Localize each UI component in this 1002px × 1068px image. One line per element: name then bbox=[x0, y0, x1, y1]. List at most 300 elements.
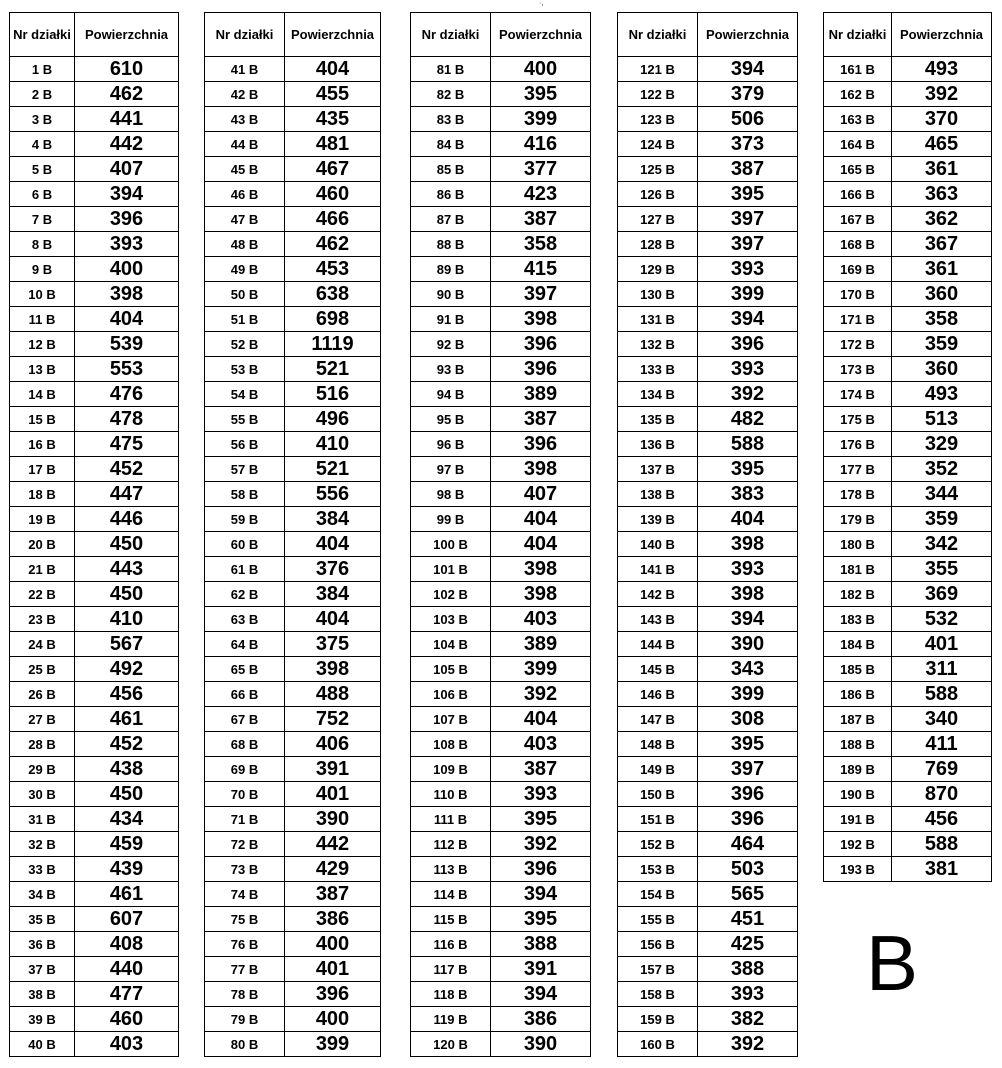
area-cell: 388 bbox=[698, 957, 798, 982]
area-cell: 461 bbox=[75, 707, 179, 732]
area-cell: 396 bbox=[698, 782, 798, 807]
plot-number-cell: 181 B bbox=[824, 557, 892, 582]
table-row bbox=[10, 707, 179, 732]
table-row bbox=[618, 432, 798, 457]
area-cell: 397 bbox=[698, 757, 798, 782]
plot-number-cell: 6 B bbox=[10, 182, 75, 207]
table-row bbox=[618, 1032, 798, 1057]
area-cell: 397 bbox=[698, 207, 798, 232]
table-row bbox=[411, 132, 591, 157]
area-cell: 394 bbox=[491, 982, 591, 1007]
table-row bbox=[10, 507, 179, 532]
table-row bbox=[10, 482, 179, 507]
table-row bbox=[10, 232, 179, 257]
table-row bbox=[205, 907, 381, 932]
area-cell: 434 bbox=[75, 807, 179, 832]
table-row bbox=[10, 107, 179, 132]
plot-number-cell: 129 B bbox=[618, 257, 698, 282]
plot-number-cell: 13 B bbox=[10, 357, 75, 382]
plot-number-cell: 114 B bbox=[411, 882, 491, 907]
plot-number-cell: 174 B bbox=[824, 382, 892, 407]
plot-number-cell: 147 B bbox=[618, 707, 698, 732]
plot-number-cell: 40 B bbox=[10, 1032, 75, 1057]
plot-number-cell: 84 B bbox=[411, 132, 491, 157]
area-cell: 460 bbox=[75, 1007, 179, 1032]
area-cell: 769 bbox=[892, 757, 992, 782]
header-area: Powierzchnia bbox=[892, 13, 992, 57]
area-cell: 553 bbox=[75, 357, 179, 382]
plot-number-cell: 34 B bbox=[10, 882, 75, 907]
area-cell: 361 bbox=[892, 157, 992, 182]
area-cell: 384 bbox=[285, 507, 381, 532]
area-cell: 488 bbox=[285, 682, 381, 707]
table-row bbox=[618, 382, 798, 407]
plot-number-cell: 7 B bbox=[10, 207, 75, 232]
table-row bbox=[205, 357, 381, 382]
area-cell: 456 bbox=[75, 682, 179, 707]
area-cell: 567 bbox=[75, 632, 179, 657]
plot-number-cell: 105 B bbox=[411, 657, 491, 682]
table-row bbox=[824, 57, 992, 82]
area-cell: 398 bbox=[491, 557, 591, 582]
area-cell: 450 bbox=[75, 582, 179, 607]
table-row bbox=[618, 532, 798, 557]
area-cell: 363 bbox=[892, 182, 992, 207]
table-row bbox=[618, 107, 798, 132]
plot-number-cell: 155 B bbox=[618, 907, 698, 932]
area-cell: 395 bbox=[491, 807, 591, 832]
plot-number-cell: 133 B bbox=[618, 357, 698, 382]
plot-number-cell: 97 B bbox=[411, 457, 491, 482]
area-cell: 395 bbox=[491, 907, 591, 932]
plot-number-cell: 35 B bbox=[10, 907, 75, 932]
area-cell: 393 bbox=[698, 357, 798, 382]
table-row bbox=[824, 582, 992, 607]
area-cell: 375 bbox=[285, 632, 381, 657]
area-cell: 503 bbox=[698, 857, 798, 882]
table-row bbox=[824, 757, 992, 782]
area-cell: 481 bbox=[285, 132, 381, 157]
area-cell: 358 bbox=[892, 307, 992, 332]
area-cell: 392 bbox=[892, 82, 992, 107]
plot-number-cell: 56 B bbox=[205, 432, 285, 457]
area-cell: 359 bbox=[892, 507, 992, 532]
area-cell: 398 bbox=[491, 307, 591, 332]
table-row bbox=[411, 457, 591, 482]
table-row bbox=[411, 582, 591, 607]
plot-number-cell: 144 B bbox=[618, 632, 698, 657]
area-cell: 404 bbox=[285, 57, 381, 82]
plot-number-cell: 153 B bbox=[618, 857, 698, 882]
table-row bbox=[10, 282, 179, 307]
area-cell: 607 bbox=[75, 907, 179, 932]
plot-number-cell: 113 B bbox=[411, 857, 491, 882]
plot-number-cell: 146 B bbox=[618, 682, 698, 707]
area-cell: 492 bbox=[75, 657, 179, 682]
plot-number-cell: 90 B bbox=[411, 282, 491, 307]
area-cell: 438 bbox=[75, 757, 179, 782]
area-cell: 588 bbox=[892, 682, 992, 707]
plot-number-cell: 48 B bbox=[205, 232, 285, 257]
area-cell: 452 bbox=[75, 732, 179, 757]
table-row bbox=[205, 457, 381, 482]
table-row bbox=[411, 382, 591, 407]
plot-number-cell: 156 B bbox=[618, 932, 698, 957]
plot-number-cell: 118 B bbox=[411, 982, 491, 1007]
table-row bbox=[10, 982, 179, 1007]
plot-number-cell: 186 B bbox=[824, 682, 892, 707]
table-row bbox=[10, 582, 179, 607]
area-cell: 370 bbox=[892, 107, 992, 132]
table-row bbox=[411, 207, 591, 232]
area-cell: 443 bbox=[75, 557, 179, 582]
plot-number-cell: 88 B bbox=[411, 232, 491, 257]
plot-number-cell: 46 B bbox=[205, 182, 285, 207]
area-cell: 521 bbox=[285, 357, 381, 382]
area-cell: 352 bbox=[892, 457, 992, 482]
table-row bbox=[205, 482, 381, 507]
area-cell: 450 bbox=[75, 532, 179, 557]
plot-number-cell: 159 B bbox=[618, 1007, 698, 1032]
plot-number-cell: 162 B bbox=[824, 82, 892, 107]
area-cell: 386 bbox=[285, 907, 381, 932]
plot-number-cell: 104 B bbox=[411, 632, 491, 657]
plot-number-cell: 116 B bbox=[411, 932, 491, 957]
table-row bbox=[205, 157, 381, 182]
area-cell: 400 bbox=[285, 1007, 381, 1032]
table-row bbox=[10, 307, 179, 332]
table-row bbox=[411, 432, 591, 457]
plot-number-cell: 141 B bbox=[618, 557, 698, 582]
table-row bbox=[618, 882, 798, 907]
area-cell: 532 bbox=[892, 607, 992, 632]
plot-number-cell: 74 B bbox=[205, 882, 285, 907]
table-row bbox=[205, 807, 381, 832]
area-cell: 394 bbox=[698, 607, 798, 632]
plot-number-cell: 120 B bbox=[411, 1032, 491, 1057]
area-cell: 403 bbox=[75, 1032, 179, 1057]
table-row bbox=[205, 782, 381, 807]
area-cell: 391 bbox=[491, 957, 591, 982]
area-cell: 496 bbox=[285, 407, 381, 432]
area-cell: 475 bbox=[75, 432, 179, 457]
plot-number-cell: 41 B bbox=[205, 57, 285, 82]
area-cell: 403 bbox=[491, 607, 591, 632]
header-row bbox=[824, 13, 992, 57]
area-cell: 387 bbox=[491, 207, 591, 232]
table-row bbox=[205, 432, 381, 457]
plot-number-cell: 110 B bbox=[411, 782, 491, 807]
table-row bbox=[824, 457, 992, 482]
plot-number-cell: 106 B bbox=[411, 682, 491, 707]
plot-number-cell: 29 B bbox=[10, 757, 75, 782]
area-cell: 399 bbox=[285, 1032, 381, 1057]
plot-number-cell: 171 B bbox=[824, 307, 892, 332]
plot-table-4 bbox=[617, 12, 798, 1057]
plot-number-cell: 127 B bbox=[618, 207, 698, 232]
table-row bbox=[824, 532, 992, 557]
plot-number-cell: 161 B bbox=[824, 57, 892, 82]
plot-number-cell: 119 B bbox=[411, 1007, 491, 1032]
plot-table-3 bbox=[410, 12, 591, 1057]
plot-number-cell: 188 B bbox=[824, 732, 892, 757]
area-cell: 399 bbox=[698, 682, 798, 707]
area-cell: 465 bbox=[892, 132, 992, 157]
area-cell: 439 bbox=[75, 857, 179, 882]
table-row bbox=[411, 882, 591, 907]
table-row bbox=[10, 207, 179, 232]
table-row bbox=[205, 232, 381, 257]
table-row bbox=[205, 332, 381, 357]
table-row bbox=[10, 907, 179, 932]
plot-number-cell: 137 B bbox=[618, 457, 698, 482]
table-row bbox=[411, 707, 591, 732]
header-plot-number: Nr działki bbox=[411, 13, 491, 57]
table-row bbox=[411, 807, 591, 832]
plot-number-cell: 11 B bbox=[10, 307, 75, 332]
plot-number-cell: 71 B bbox=[205, 807, 285, 832]
plot-number-cell: 172 B bbox=[824, 332, 892, 357]
plot-number-cell: 100 B bbox=[411, 532, 491, 557]
table-row bbox=[618, 557, 798, 582]
area-cell: 400 bbox=[75, 257, 179, 282]
table-row bbox=[411, 1007, 591, 1032]
table-row bbox=[411, 1032, 591, 1057]
section-letter: B bbox=[866, 919, 919, 1007]
plot-number-cell: 54 B bbox=[205, 382, 285, 407]
area-cell: 379 bbox=[698, 82, 798, 107]
area-cell: 440 bbox=[75, 957, 179, 982]
table-row bbox=[10, 1032, 179, 1057]
plot-number-cell: 27 B bbox=[10, 707, 75, 732]
table-row bbox=[205, 982, 381, 1007]
area-cell: 396 bbox=[491, 332, 591, 357]
table-row bbox=[824, 307, 992, 332]
plot-number-cell: 79 B bbox=[205, 1007, 285, 1032]
table-row bbox=[411, 232, 591, 257]
plot-number-cell: 124 B bbox=[618, 132, 698, 157]
plot-number-cell: 21 B bbox=[10, 557, 75, 582]
plot-number-cell: 135 B bbox=[618, 407, 698, 432]
table-row bbox=[618, 157, 798, 182]
table-row bbox=[10, 882, 179, 907]
header-row bbox=[411, 13, 591, 57]
area-cell: 377 bbox=[491, 157, 591, 182]
plot-number-cell: 160 B bbox=[618, 1032, 698, 1057]
plot-number-cell: 19 B bbox=[10, 507, 75, 532]
area-cell: 403 bbox=[491, 732, 591, 757]
header-area: Powierzchnia bbox=[75, 13, 179, 57]
plot-number-cell: 10 B bbox=[10, 282, 75, 307]
area-cell: 453 bbox=[285, 257, 381, 282]
table-row bbox=[411, 307, 591, 332]
plot-number-cell: 166 B bbox=[824, 182, 892, 207]
area-cell: 441 bbox=[75, 107, 179, 132]
area-cell: 394 bbox=[698, 57, 798, 82]
plot-number-cell: 128 B bbox=[618, 232, 698, 257]
table-row bbox=[411, 982, 591, 1007]
table-row bbox=[618, 732, 798, 757]
header-plot-number: Nr działki bbox=[205, 13, 285, 57]
table-row bbox=[618, 932, 798, 957]
area-cell: 455 bbox=[285, 82, 381, 107]
area-cell: 404 bbox=[285, 607, 381, 632]
plot-number-cell: 1 B bbox=[10, 57, 75, 82]
plot-number-cell: 165 B bbox=[824, 157, 892, 182]
plot-table-1 bbox=[9, 12, 179, 1057]
table-row bbox=[205, 257, 381, 282]
area-cell: 395 bbox=[698, 457, 798, 482]
area-cell: 360 bbox=[892, 282, 992, 307]
plot-number-cell: 68 B bbox=[205, 732, 285, 757]
table-row bbox=[205, 557, 381, 582]
plot-number-cell: 192 B bbox=[824, 832, 892, 857]
table-row bbox=[618, 282, 798, 307]
table-row bbox=[411, 57, 591, 82]
header-row bbox=[205, 13, 381, 57]
area-cell: 610 bbox=[75, 57, 179, 82]
table-row bbox=[205, 82, 381, 107]
table-row bbox=[10, 857, 179, 882]
plot-number-cell: 23 B bbox=[10, 607, 75, 632]
table-row bbox=[411, 182, 591, 207]
plot-number-cell: 42 B bbox=[205, 82, 285, 107]
area-cell: 396 bbox=[698, 332, 798, 357]
area-cell: 406 bbox=[285, 732, 381, 757]
plot-number-cell: 37 B bbox=[10, 957, 75, 982]
table-row bbox=[824, 182, 992, 207]
table-row bbox=[411, 107, 591, 132]
table-row bbox=[10, 407, 179, 432]
plot-number-cell: 187 B bbox=[824, 707, 892, 732]
area-cell: 361 bbox=[892, 257, 992, 282]
area-cell: 396 bbox=[698, 807, 798, 832]
table-row bbox=[824, 832, 992, 857]
area-cell: 343 bbox=[698, 657, 798, 682]
plot-number-cell: 122 B bbox=[618, 82, 698, 107]
plot-number-cell: 76 B bbox=[205, 932, 285, 957]
plot-number-cell: 16 B bbox=[10, 432, 75, 457]
plot-number-cell: 150 B bbox=[618, 782, 698, 807]
area-cell: 389 bbox=[491, 382, 591, 407]
table-row bbox=[10, 932, 179, 957]
header-area: Powierzchnia bbox=[285, 13, 381, 57]
table-row bbox=[824, 257, 992, 282]
table-row bbox=[618, 632, 798, 657]
plot-number-cell: 182 B bbox=[824, 582, 892, 607]
area-cell: 539 bbox=[75, 332, 179, 357]
area-cell: 493 bbox=[892, 57, 992, 82]
area-cell: 408 bbox=[75, 932, 179, 957]
area-cell: 396 bbox=[491, 432, 591, 457]
table-row bbox=[618, 507, 798, 532]
table-row bbox=[411, 357, 591, 382]
area-cell: 390 bbox=[698, 632, 798, 657]
plot-number-cell: 78 B bbox=[205, 982, 285, 1007]
table-row bbox=[411, 82, 591, 107]
table-row bbox=[824, 157, 992, 182]
plot-number-cell: 143 B bbox=[618, 607, 698, 632]
table-row bbox=[205, 57, 381, 82]
area-cell: 411 bbox=[892, 732, 992, 757]
area-cell: 464 bbox=[698, 832, 798, 857]
plot-number-cell: 20 B bbox=[10, 532, 75, 557]
plot-number-cell: 60 B bbox=[205, 532, 285, 557]
area-cell: 442 bbox=[285, 832, 381, 857]
plot-number-cell: 50 B bbox=[205, 282, 285, 307]
table-row bbox=[10, 332, 179, 357]
table-row bbox=[411, 832, 591, 857]
area-cell: 384 bbox=[285, 582, 381, 607]
plot-number-cell: 70 B bbox=[205, 782, 285, 807]
plot-number-cell: 25 B bbox=[10, 657, 75, 682]
plot-number-cell: 32 B bbox=[10, 832, 75, 857]
table-row bbox=[10, 807, 179, 832]
table-row bbox=[10, 1007, 179, 1032]
plot-number-cell: 132 B bbox=[618, 332, 698, 357]
area-cell: 388 bbox=[491, 932, 591, 957]
table-row bbox=[10, 657, 179, 682]
header-area: Powierzchnia bbox=[698, 13, 798, 57]
plot-number-cell: 75 B bbox=[205, 907, 285, 932]
table-row bbox=[618, 1007, 798, 1032]
table-row bbox=[205, 532, 381, 557]
area-cell: 392 bbox=[491, 832, 591, 857]
plot-number-cell: 115 B bbox=[411, 907, 491, 932]
plot-number-cell: 87 B bbox=[411, 207, 491, 232]
table-row bbox=[824, 607, 992, 632]
plot-number-cell: 180 B bbox=[824, 532, 892, 557]
area-cell: 450 bbox=[75, 782, 179, 807]
table-row bbox=[824, 807, 992, 832]
area-cell: 393 bbox=[75, 232, 179, 257]
table-row bbox=[618, 207, 798, 232]
table-row bbox=[10, 607, 179, 632]
table-row bbox=[411, 507, 591, 532]
plot-number-cell: 55 B bbox=[205, 407, 285, 432]
table-row bbox=[618, 707, 798, 732]
table-row bbox=[411, 607, 591, 632]
area-cell: 467 bbox=[285, 157, 381, 182]
table-row bbox=[10, 557, 179, 582]
table-row bbox=[618, 682, 798, 707]
table-row bbox=[10, 132, 179, 157]
area-cell: 447 bbox=[75, 482, 179, 507]
table-row bbox=[10, 682, 179, 707]
table-row bbox=[618, 832, 798, 857]
area-cell: 461 bbox=[75, 882, 179, 907]
table-row bbox=[824, 382, 992, 407]
area-cell: 478 bbox=[75, 407, 179, 432]
table-row bbox=[10, 757, 179, 782]
table-row bbox=[10, 382, 179, 407]
area-cell: 404 bbox=[491, 707, 591, 732]
table-row bbox=[411, 782, 591, 807]
area-cell: 466 bbox=[285, 207, 381, 232]
area-cell: 506 bbox=[698, 107, 798, 132]
plot-number-cell: 108 B bbox=[411, 732, 491, 757]
area-cell: 407 bbox=[491, 482, 591, 507]
area-cell: 396 bbox=[491, 357, 591, 382]
plot-number-cell: 158 B bbox=[618, 982, 698, 1007]
plot-number-cell: 61 B bbox=[205, 557, 285, 582]
plot-number-cell: 167 B bbox=[824, 207, 892, 232]
plot-number-cell: 173 B bbox=[824, 357, 892, 382]
table-row bbox=[411, 482, 591, 507]
plot-number-cell: 130 B bbox=[618, 282, 698, 307]
table-row bbox=[824, 332, 992, 357]
plot-number-cell: 38 B bbox=[10, 982, 75, 1007]
